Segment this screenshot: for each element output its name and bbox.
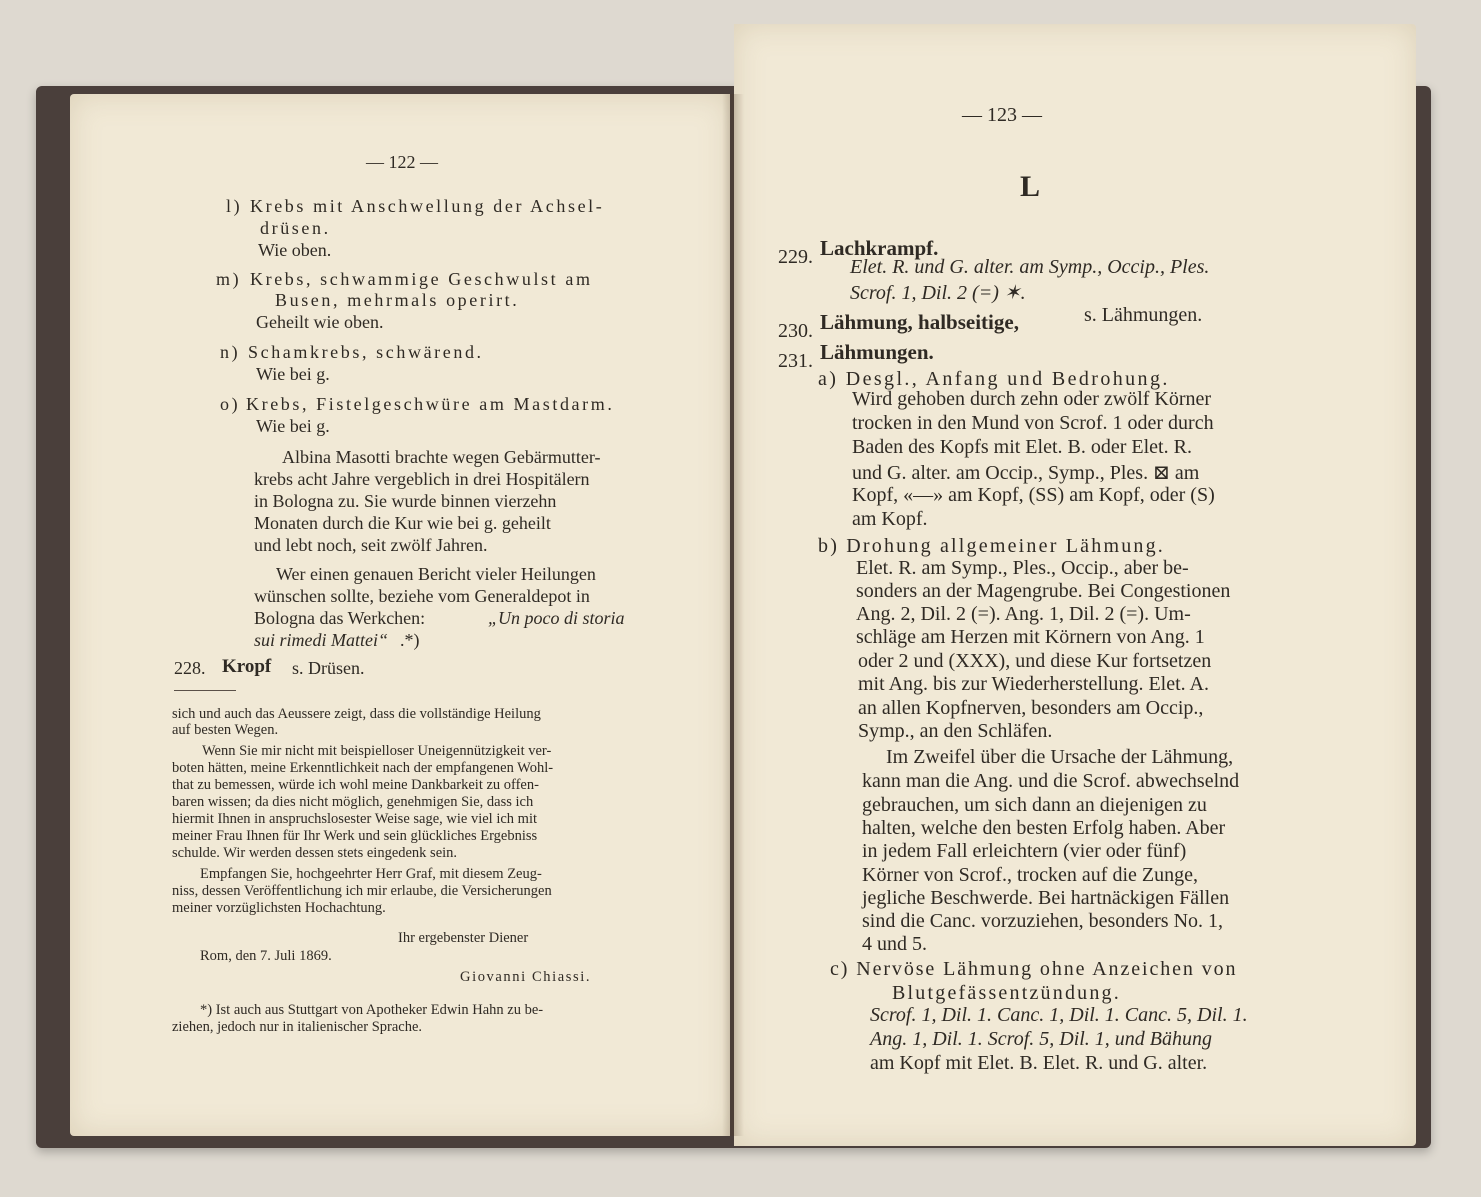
letter-line: Empfangen Sie, hochgeehrter Herr Graf, mit diesem Zeug-: [200, 866, 542, 882]
para2-line: wünschen sollte, beziehe vom Generaldepot in: [254, 586, 590, 606]
book-gutter: [722, 94, 744, 1136]
page-number-right: — 123 —: [962, 104, 1042, 126]
subsection-a-line: Wird gehoben durch zehn oder zwölf Körner: [852, 388, 1212, 410]
entry-l-body: Wie oben.: [258, 240, 332, 260]
letter-line: boten hätten, meine Erkenntlichkeit nach der empfangenen Wohl-: [172, 760, 554, 776]
entry-228-ref: s. Drüsen.: [292, 658, 365, 678]
entry-m-marker: m): [216, 269, 242, 289]
letter-line: hiermit Ihnen in anspruchslosester Weise sage, wie viel ich mit: [172, 811, 537, 827]
subsection-a-line: Kopf, «—» am Kopf, (SS) am Kopf, oder (S): [852, 484, 1215, 506]
subsection-a-line: trocken in den Mund von Scrof. 1 oder durch: [852, 412, 1214, 434]
paragraph-line: 4 und 5.: [862, 933, 927, 955]
letter-line: auf besten Wegen.: [172, 722, 279, 738]
para1-line: Monaten durch die Kur wie bei g. geheilt: [254, 513, 551, 533]
entry-n-marker: n): [220, 342, 241, 362]
letter-line: meiner vorzüglichsten Hochachtung.: [172, 900, 386, 916]
entry-230-ref: s. Lähmungen.: [1084, 304, 1203, 326]
entry-229-text: Scrof. 1, Dil. 2 (=) ✶.: [850, 282, 1026, 304]
entry-229-number: 229.: [778, 246, 813, 268]
entry-229-text: Elet. R. und G. alter. am Symp., Occip., Ples.: [850, 256, 1210, 278]
subsection-b-line: an allen Kopfnerven, besonders am Occip.,: [858, 697, 1204, 719]
paragraph-line: Körner von Scrof., trocken auf die Zunge,: [862, 864, 1198, 886]
letter-line: sich und auch das Aeussere zeigt, dass die vollständige Heilung: [172, 706, 541, 722]
para1-line: Albina Masotti brachte wegen Gebärmutter-: [282, 447, 601, 467]
subsection-b-line: Ang. 2, Dil. 2 (=). Ang. 1, Dil. 2 (=). Um-: [856, 603, 1191, 625]
letter-line: schulde. Wir werden dessen stets eingedenk sein.: [172, 845, 458, 861]
section-letter: L: [1020, 170, 1041, 203]
subsection-c-heading: c) Nervöse Lähmung ohne Anzeichen von: [830, 958, 1238, 980]
subsection-a-line: Baden des Kopfs mit Elet. B. oder Elet. R.: [852, 436, 1192, 458]
subsection-b-heading: b) Drohung allgemeiner Lähmung.: [818, 535, 1166, 557]
letter-closing: Ihr ergebenster Diener: [398, 930, 529, 946]
letter-line: Wenn Sie mir nicht mit beispielloser Uneigennützigkeit ver-: [202, 743, 552, 759]
letter-line: that zu bemessen, würde ich wohl meine Dankbarkeit zu offen-: [172, 777, 539, 793]
letter-line: niss, dessen Veröffentlichung ich mir erlaube, die Versicherungen: [172, 883, 552, 899]
subsection-a-line: am Kopf.: [852, 508, 928, 530]
subsection-b-line: oder 2 und (XXX), und diese Kur fortsetzen: [858, 650, 1212, 672]
subsection-a-line: und G. alter. am Occip., Symp., Ples. ⊠ am: [852, 462, 1200, 484]
paragraph-line: sind die Canc. vorzuziehen, besonders No. 1,: [862, 910, 1224, 932]
letter-line: meiner Frau Ihnen für Ihr Werk und sein glückliches Ergebniss: [172, 828, 538, 844]
entry-231-number: 231.: [778, 350, 813, 372]
entry-m-title: Krebs, schwammige Geschwulst am: [250, 269, 593, 289]
entry-n-body: Wie bei g.: [256, 364, 330, 384]
subsection-b-line: Elet. R. am Symp., Ples., Occip., aber be-: [856, 557, 1189, 579]
para1-line: krebs acht Jahre vergeblich in drei Hospitälern: [254, 469, 590, 489]
paragraph-line: in jedem Fall erleichtern (vier oder fünf): [862, 840, 1187, 862]
paragraph-line: jegliche Beschwerde. Bei hartnäckigen Fällen: [862, 887, 1230, 909]
subsection-b-line: schläge am Herzen mit Körnern von Ang. 1: [856, 626, 1205, 648]
entry-n-title: Schamkrebs, schwärend.: [248, 342, 484, 362]
paragraph-line: halten, welche den besten Erfolg haben. Aber: [862, 817, 1226, 839]
footnote-text: *) Ist auch aus Stuttgart von Apotheker Edwin Hahn zu be-: [200, 1002, 544, 1018]
entry-230-title: Lähmung, halbseitige,: [820, 310, 1019, 334]
entry-o-title: Krebs, Fistelgeschwüre am Mastdarm.: [246, 394, 615, 414]
entry-228-number: 228.: [174, 658, 206, 678]
entry-o-body: Wie bei g.: [256, 416, 330, 436]
paragraph-line: gebrauchen, um sich dann an diejenigen zu: [862, 794, 1207, 816]
paragraph-line: kann man die Ang. und die Scrof. abwechselnd: [862, 770, 1240, 792]
footnote-text: ziehen, jedoch nur in italienischer Sprache.: [172, 1019, 423, 1035]
entry-229-title: Lachkrampf.: [820, 236, 939, 260]
entry-l-title-cont: drüsen.: [260, 218, 331, 238]
entry-230-number: 230.: [778, 320, 813, 342]
entry-l-marker: l): [226, 196, 243, 216]
letter-signature: Giovanni Chiassi.: [460, 969, 592, 985]
book-title-italic-cont: sui rimedi Mattei“: [254, 630, 388, 650]
paragraph-line: Im Zweifel über die Ursache der Lähmung,: [886, 746, 1234, 768]
subsection-b-line: Symp., an den Schläfen.: [858, 720, 1053, 742]
entry-m-title-cont: Busen, mehrmals operirt.: [275, 290, 520, 310]
para1-line: in Bologna zu. Sie wurde binnen vierzehn: [254, 491, 557, 511]
subsection-c-line: Scrof. 1, Dil. 1. Canc. 1, Dil. 1. Canc. 5, Dil. 1.: [870, 1004, 1248, 1026]
book-title-italic: „Un poco di storia: [488, 608, 625, 628]
entry-231-title: Lähmungen.: [820, 340, 934, 364]
subsection-c-line: Ang. 1, Dil. 1. Scrof. 5, Dil. 1, und Bähung: [870, 1028, 1213, 1050]
para2-line: Bologna das Werkchen:: [254, 608, 426, 628]
letter-place-date: Rom, den 7. Juli 1869.: [200, 948, 332, 964]
entry-228-title: Kropf: [222, 656, 272, 677]
para1-line: und lebt noch, seit zwölf Jahren.: [254, 535, 488, 555]
entry-o-marker: o): [220, 394, 241, 414]
subsection-a-heading: a) Desgl., Anfang und Bedrohung.: [818, 368, 1170, 390]
entry-l-title: Krebs mit Anschwellung der Achsel-: [250, 196, 605, 216]
subsection-b-line: sonders an der Magengrube. Bei Congestionen: [856, 580, 1231, 602]
footnote-rule: [174, 690, 236, 691]
subsection-c-heading-cont: Blutgefässentzündung.: [892, 982, 1121, 1004]
subsection-c-line: am Kopf mit Elet. B. Elet. R. und G. alter.: [870, 1052, 1208, 1074]
letter-line: baren wissen; da dies nicht möglich, genehmigen Sie, dass ich: [172, 794, 534, 810]
page-number-left: — 122 —: [366, 152, 438, 172]
entry-m-body: Geheilt wie oben.: [256, 312, 384, 332]
footnote-ref: .*): [400, 630, 420, 650]
subsection-b-line: mit Ang. bis zur Wiederherstellung. Elet. A.: [858, 673, 1209, 695]
para2-line: Wer einen genauen Bericht vieler Heilungen: [276, 564, 596, 584]
